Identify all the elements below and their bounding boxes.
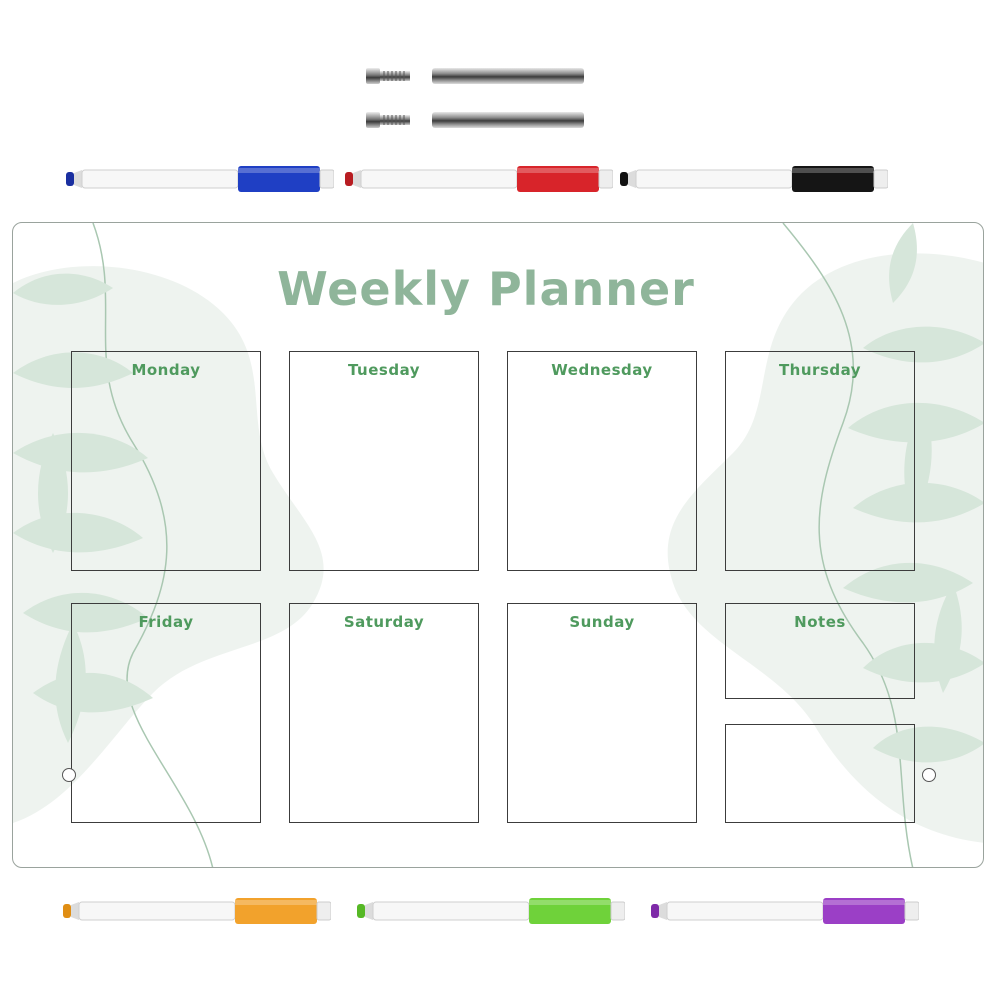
notes-label: Notes — [794, 613, 846, 631]
day-box-monday[interactable] — [71, 351, 261, 571]
day-box-thursday[interactable] — [725, 351, 915, 571]
day-box-tuesday[interactable] — [289, 351, 479, 571]
standoff-rod — [432, 68, 584, 84]
marker-blue-icon — [66, 162, 334, 196]
day-box-sunday[interactable] — [507, 603, 697, 823]
screw-icon — [366, 111, 410, 129]
marker-black-icon — [620, 162, 888, 196]
marker-green-icon — [357, 894, 625, 928]
page-title: Weekly Planner — [277, 262, 695, 316]
mounting-hole-icon — [922, 768, 936, 782]
day-label-wednesday: Wednesday — [551, 361, 653, 379]
day-label-sunday: Sunday — [569, 613, 635, 631]
screw-icon — [366, 67, 410, 85]
day-label-friday: Friday — [138, 613, 194, 631]
day-box-friday[interactable] — [71, 603, 261, 823]
standoff-rod — [432, 112, 584, 128]
day-label-thursday: Thursday — [778, 361, 862, 379]
marker-purple-icon — [651, 894, 919, 928]
marker-red-icon — [345, 162, 613, 196]
day-label-tuesday: Tuesday — [347, 361, 421, 379]
mounting-hole-icon — [62, 768, 76, 782]
notes-box[interactable] — [725, 603, 915, 699]
day-box-saturday[interactable] — [289, 603, 479, 823]
day-box-wednesday[interactable] — [507, 351, 697, 571]
day-label-saturday: Saturday — [343, 613, 425, 631]
day-label-monday: Monday — [131, 361, 201, 379]
marker-orange-icon — [63, 894, 331, 928]
extra-notes-box[interactable] — [725, 724, 915, 823]
